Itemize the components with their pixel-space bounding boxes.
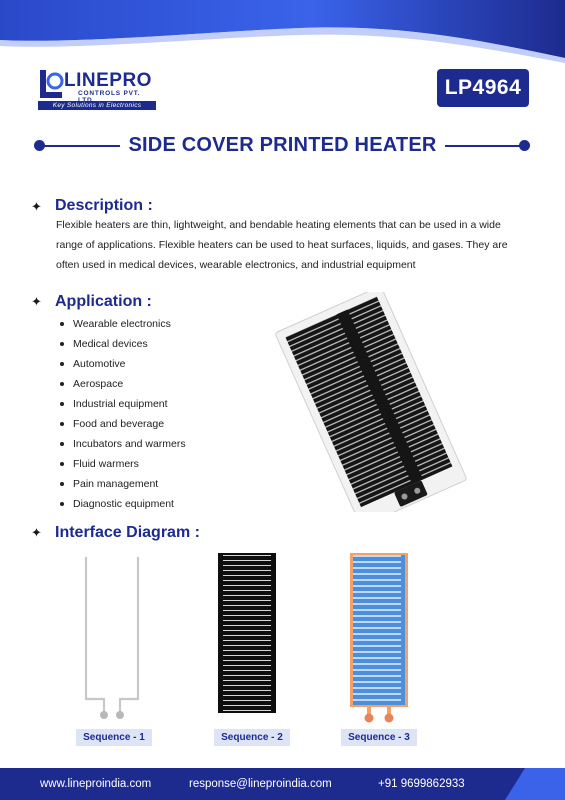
title-left-line <box>40 145 120 147</box>
company-logo <box>38 68 160 110</box>
description-text: Flexible heaters are thin, lightweight, and bendable heating elements that can be used in a wide range of applications. Flexible heaters can be used to heat surfaces, liquids, and gases. They are often used in medical devices, wearable electronics, and industrial equipment <box>56 219 508 271</box>
list-item: Fluid warmers <box>58 455 186 475</box>
sequence-1-diagram <box>80 553 146 723</box>
title-right-line <box>445 145 525 147</box>
logo-tagline: Key Solutions in Electronics <box>38 101 156 110</box>
sequence-3-diagram <box>348 553 410 725</box>
list-item: Food and beverage <box>58 415 186 435</box>
sparkle-icon: ✦ <box>31 199 42 214</box>
interface-diagram-heading: Interface Diagram : <box>55 524 200 541</box>
list-item: Incubators and warmers <box>58 435 186 455</box>
footer-phone-link[interactable]: +91 9699862933 <box>378 778 465 790</box>
page-title: SIDE COVER PRINTED HEATER <box>128 134 437 156</box>
list-item: Aerospace <box>58 375 186 395</box>
footer-email-link[interactable]: response@lineproindia.com <box>189 778 332 790</box>
list-item: Pain management <box>58 475 186 495</box>
sparkle-icon: ✦ <box>31 525 42 540</box>
list-item: Diagnostic equipment <box>58 495 186 515</box>
logo-name: LINEPRO <box>64 70 152 91</box>
sequence-1-label: Sequence - 1 <box>76 729 152 746</box>
heater-product-image <box>270 292 478 512</box>
logo-subtitle: CONTROLS PVT. <box>78 90 141 97</box>
header-wave-decoration <box>0 0 565 70</box>
list-item: Industrial equipment <box>58 395 186 415</box>
sequence-3-label: Sequence - 3 <box>341 729 417 746</box>
sparkle-icon: ✦ <box>31 294 42 309</box>
application-list <box>58 315 186 515</box>
product-code-badge: LP4964 <box>437 69 529 107</box>
description-heading: Description : <box>55 197 153 214</box>
sequence-2-diagram <box>216 553 278 715</box>
footer-website-link[interactable]: www.lineproindia.com <box>40 778 152 790</box>
title-right-dot <box>519 140 530 151</box>
linepro-logo-mark-icon <box>38 68 66 100</box>
list-item: Wearable electronics <box>58 315 186 335</box>
application-heading: Application : <box>55 293 152 310</box>
list-item: Medical devices <box>58 335 186 355</box>
sequence-2-label: Sequence - 2 <box>214 729 290 746</box>
list-item: Automotive <box>58 355 186 375</box>
